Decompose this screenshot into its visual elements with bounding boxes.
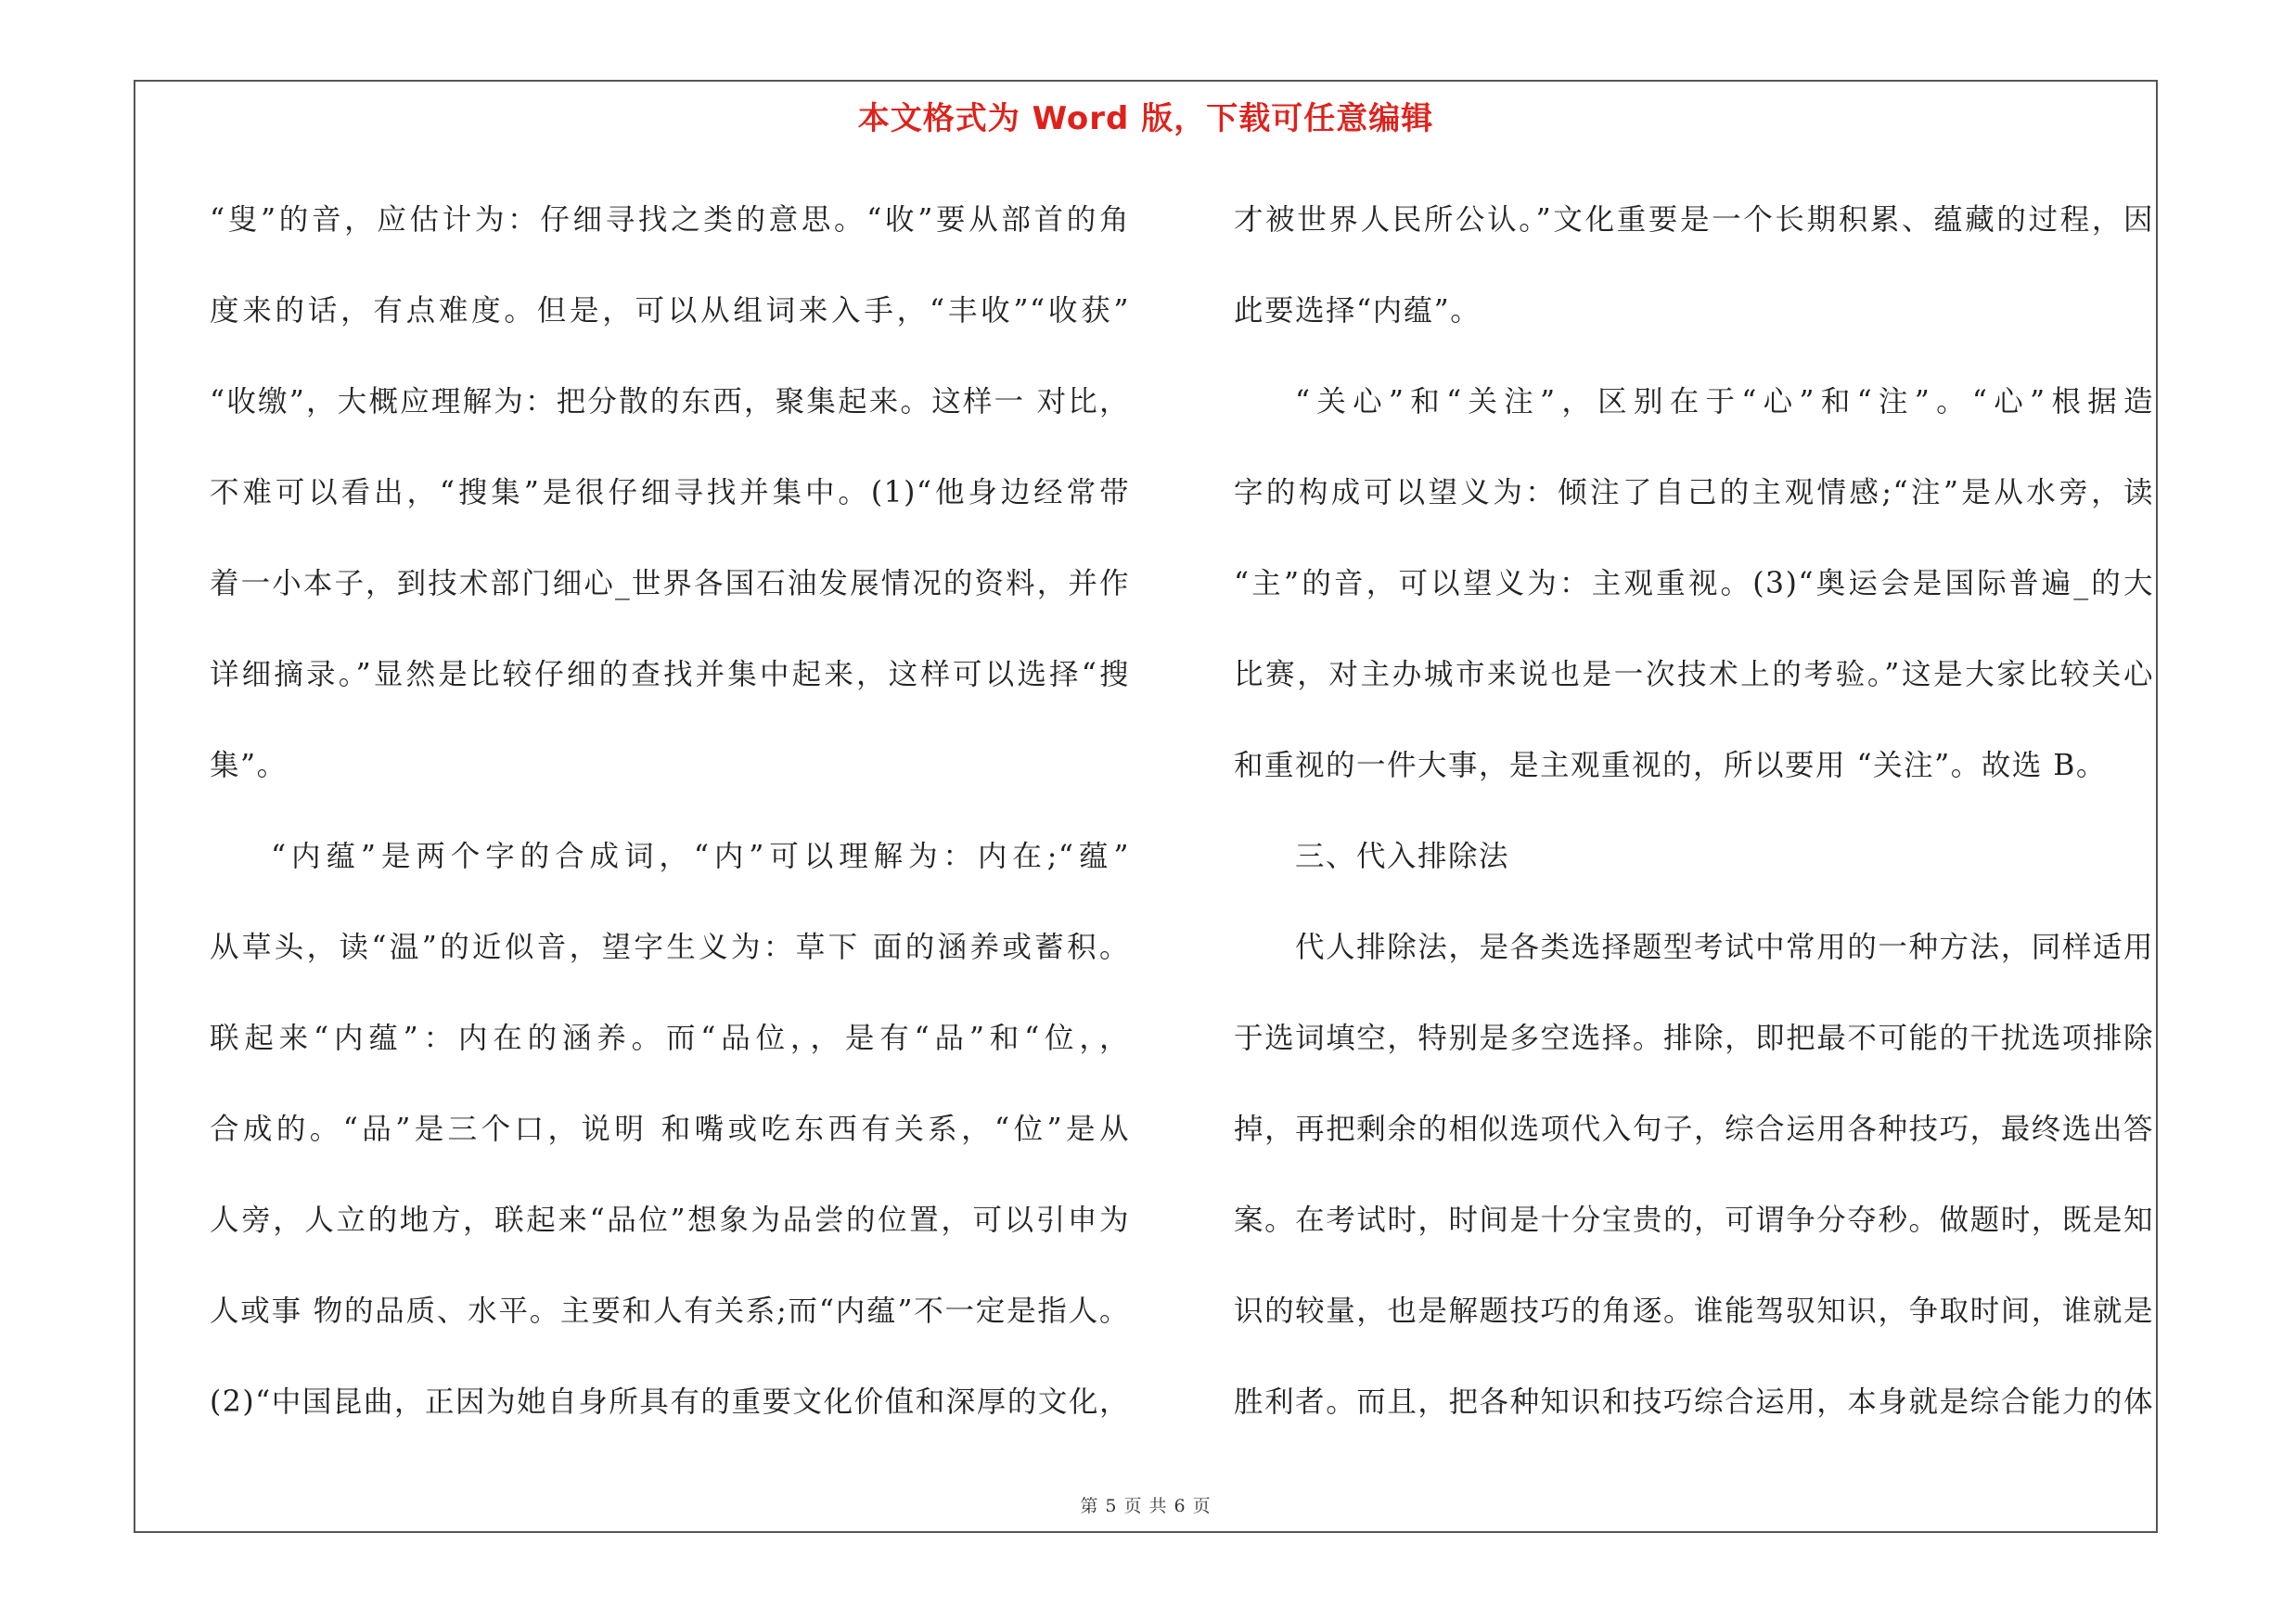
text-line: 从草头，读“温”的近似音，望字生义为：草下 面的涵养或蓄积。: [210, 931, 1130, 964]
page-number-footer: 第 5 页 共 6 页: [1080, 1496, 1212, 1516]
text-line: 合成的。“品”是三个口，说明 和嘴或吃东西有关系，“位”是从: [210, 1113, 1130, 1146]
text-line: 人或事 物的品质、水平。主要和人有关系;而“内蕴”不一定是指人。: [210, 1295, 1130, 1328]
text-line: “主”的音，可以望义为：主观重视。(3)“奥运会是国际普遍_的大: [1234, 567, 2154, 600]
text-line: 度来的话，有点难度。但是，可以从组词来入手，“丰收”“收获”: [210, 294, 1130, 328]
text-line: “关心”和“关注”，区别在于“心”和“注”。“心”根据造: [1295, 385, 2154, 419]
format-banner: 本文格式为 Word 版，下载可任意编辑: [857, 100, 1434, 137]
right-column: [1234, 174, 2154, 1448]
text-line: 于选词填空，特别是多空选择。排除，即把最不可能的干扰选项排除: [1234, 1022, 2154, 1055]
text-line: 和重视的一件大事，是主观重视的，所以要用 “关注”。故选 B。: [1234, 749, 2107, 782]
text-line: 详细摘录。”显然是比较仔细的查找并集中起来，这样可以选择“搜: [210, 658, 1130, 691]
text-line: 案。在考试时，时间是十分宝贵的，可谓争分夺秒。做题时，既是知: [1234, 1204, 2154, 1237]
text-line: 字的构成可以望义为：倾注了自己的主观情感;“注”是从水旁，读: [1234, 476, 2154, 509]
section-heading: 三、代入排除法: [1295, 840, 1510, 873]
text-line: 胜利者。而且，把各种知识和技巧综合运用，本身就是综合能力的体: [1234, 1385, 2154, 1419]
text-line: 比赛，对主办城市来说也是一次技术上的考验。”这是大家比较关心: [1234, 658, 2154, 691]
text-line: 代人排除法，是各类选择题型考试中常用的一种方法，同样适用: [1295, 931, 2154, 964]
text-line: 不难可以看出，“搜集”是很仔细寻找并集中。(1)“他身边经常带: [210, 476, 1130, 509]
text-line: 人旁，人立的地方，联起来“品位”想象为品尝的位置，可以引申为: [210, 1204, 1130, 1237]
text-line: “收缴”，大概应理解为：把分散的东西，聚集起来。这样一 对比，: [210, 385, 1130, 419]
text-line: “内蕴”是两个字的合成词，“内”可以理解为：内在;“蕴”: [271, 840, 1130, 873]
text-line: “叟”的音，应估计为：仔细寻找之类的意思。“收”要从部首的角: [210, 203, 1130, 237]
text-line: 着一小本子，到技术部门细心_世界各国石油发展情况的资料，并作: [210, 567, 1130, 600]
text-line: 集”。: [210, 749, 288, 782]
left-column: [210, 174, 1130, 1448]
text-line: 掉，再把剩余的相似选项代入句子，综合运用各种技巧，最终选出答: [1234, 1113, 2154, 1146]
text-line: (2)“中国昆曲，正因为她自身所具有的重要文化价值和深厚的文化，: [210, 1385, 1130, 1419]
text-line: 识的较量，也是解题技巧的角逐。谁能驾驭知识，争取时间，谁就是: [1234, 1295, 2154, 1328]
page-frame: [134, 80, 2158, 1533]
text-line: 此要选择“内蕴”。: [1234, 294, 1481, 328]
text-line: 联起来“内蕴”：内在的涵养。而“品位，，是有“品”和“位，，: [210, 1022, 1130, 1055]
text-line: 才被世界人民所公认。”文化重要是一个长期积累、蕴藏的过程，因: [1234, 203, 2154, 237]
